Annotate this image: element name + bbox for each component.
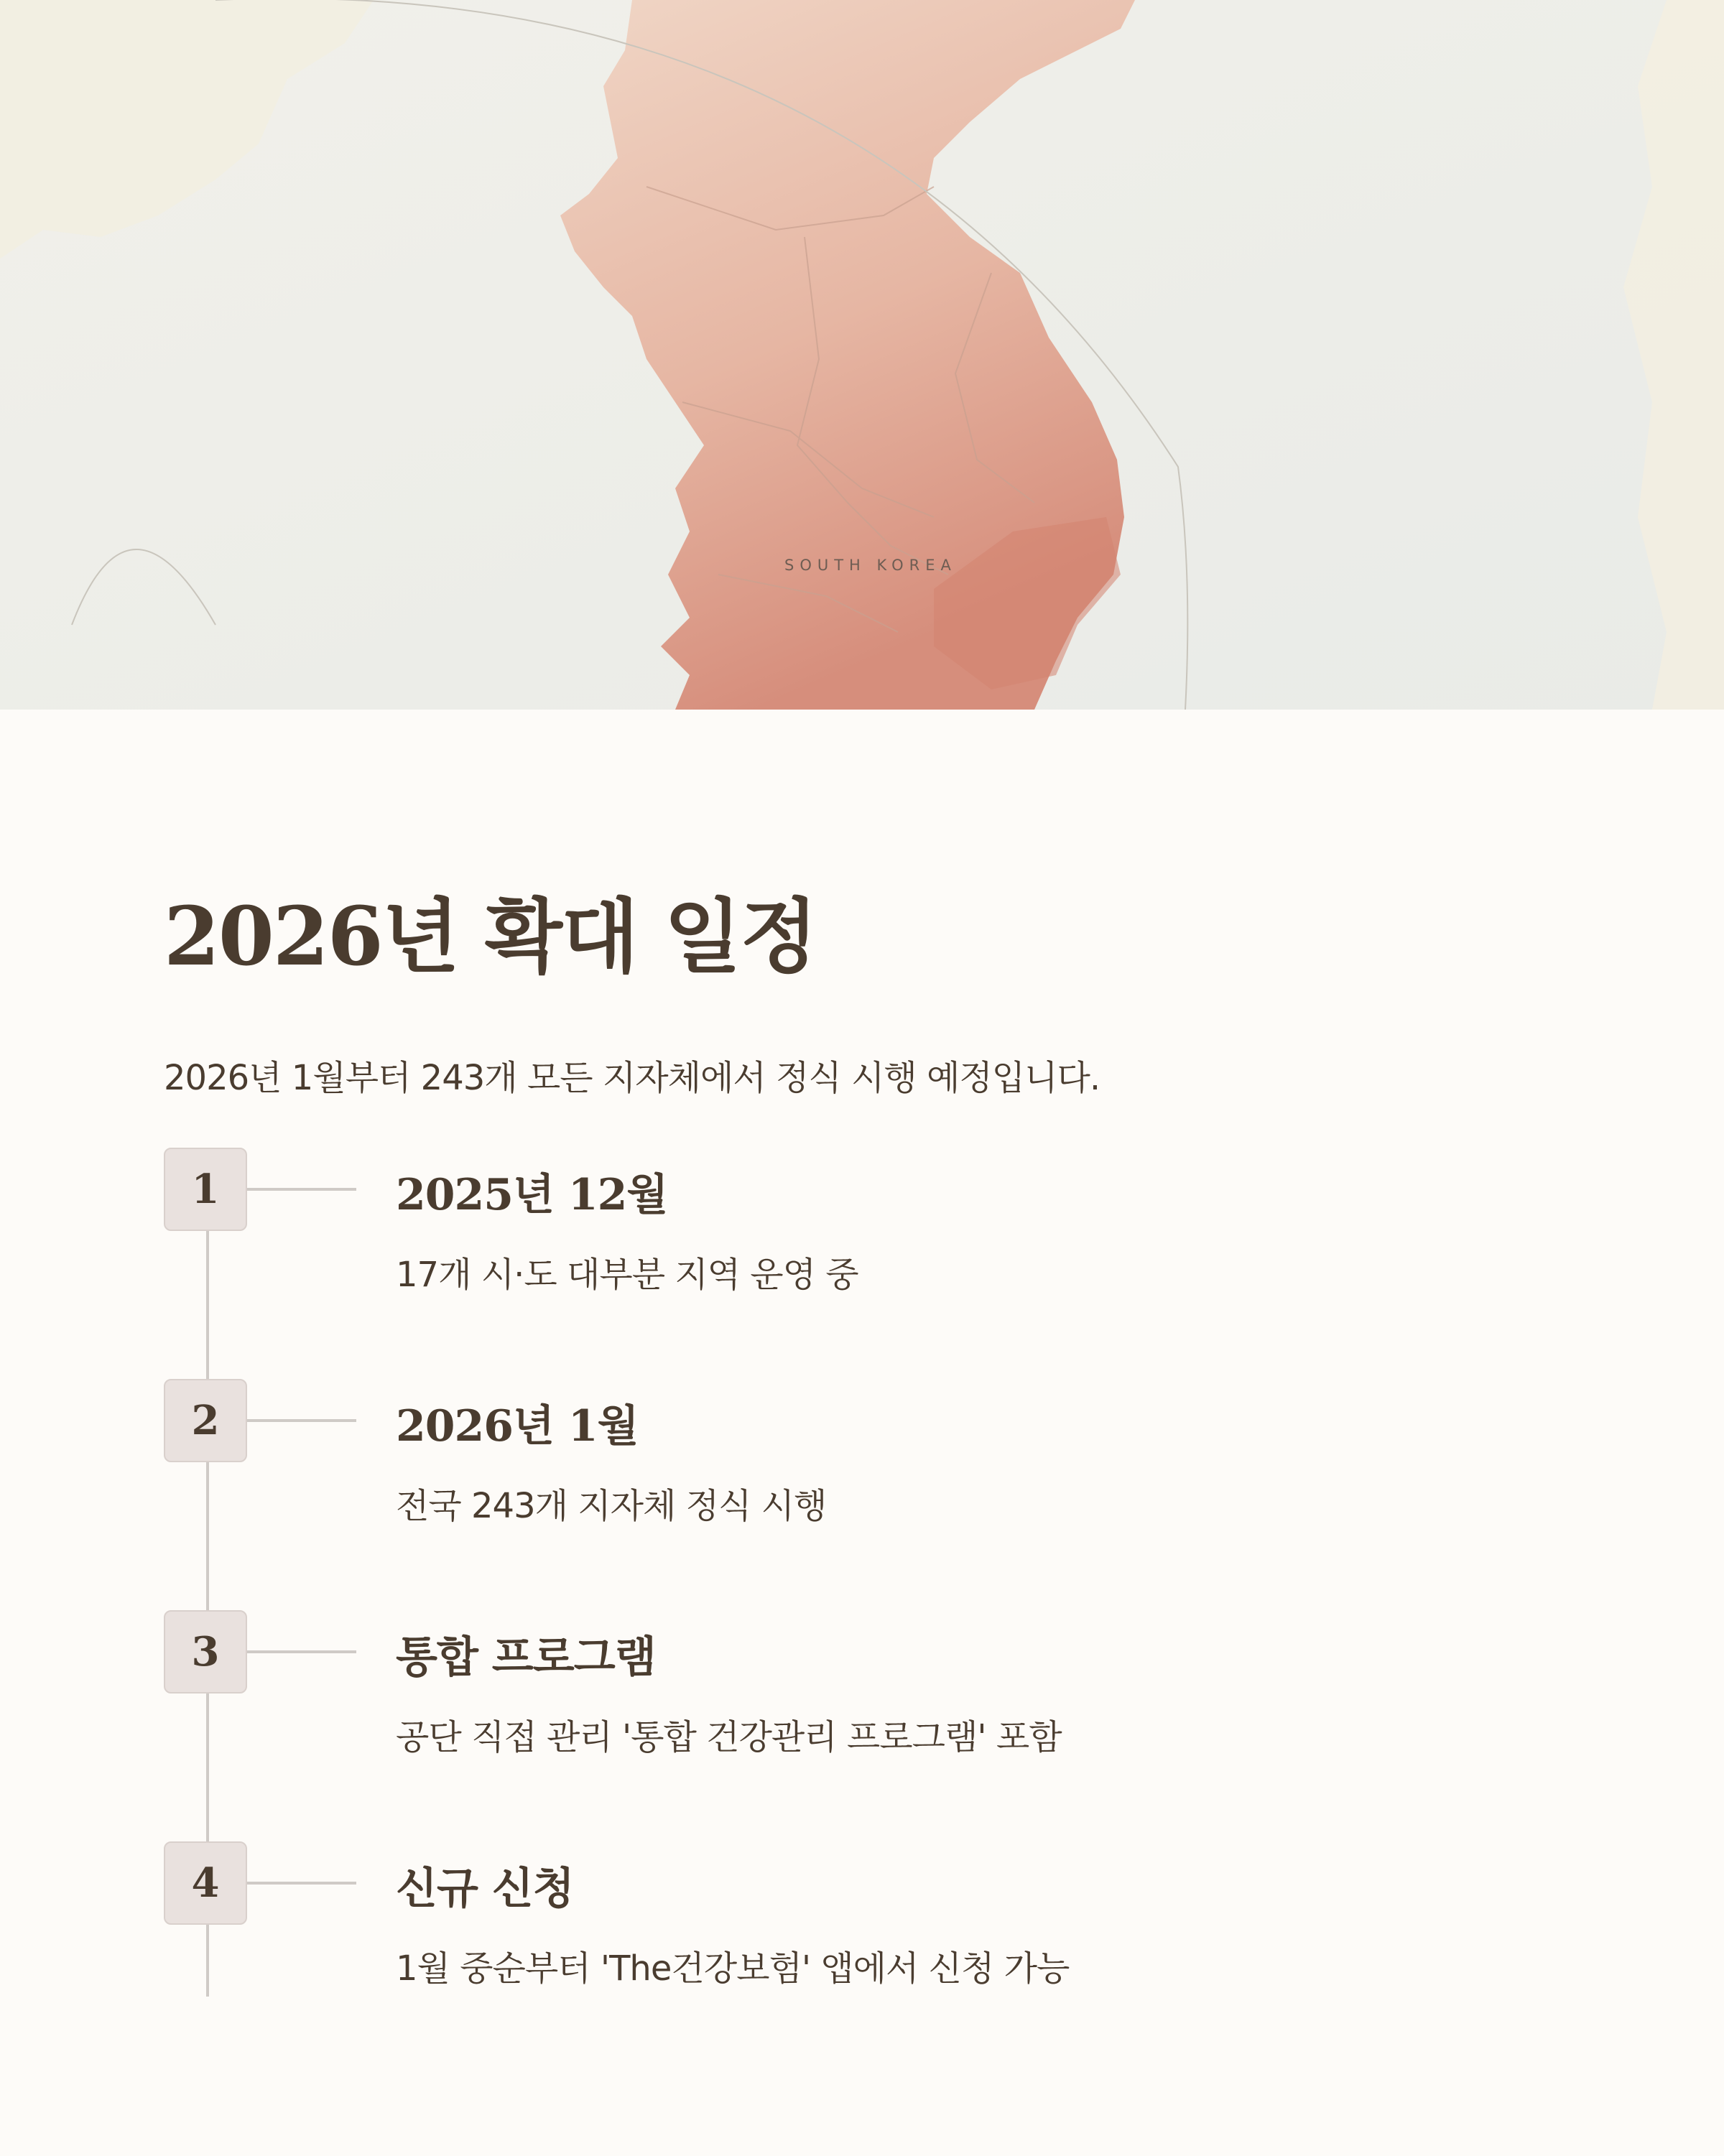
step-description: 1월 중순부터 'The건강보험' 앱에서 신청 가능 [396,1948,1070,1989]
step-title: 신규 신청 [396,1864,574,1914]
timeline-step [0,1841,1724,2028]
step-title: 통합 프로그램 [396,1632,656,1683]
step-connector [247,1188,356,1191]
map-country-label: SOUTH KOREA [784,557,957,574]
step-title: 2026년 1월 [396,1401,639,1451]
hero-map-image [0,0,1724,710]
step-number-badge: 3 [164,1610,247,1693]
step-connector [247,1882,356,1885]
timeline-step [0,1148,1724,1334]
step-connector [247,1650,356,1653]
section-intro: 2026년 1월부터 243개 모든 지자체에서 정식 시행 예정입니다. [164,1058,1100,1098]
step-description: 전국 243개 지자체 정식 시행 [396,1486,827,1526]
step-description: 17개 시·도 대부분 지역 운영 중 [396,1255,858,1295]
step-number-badge: 2 [164,1379,247,1462]
step-connector [247,1419,356,1422]
step-number-badge: 1 [164,1148,247,1231]
timeline-step [0,1379,1724,1566]
step-number-badge: 4 [164,1841,247,1925]
step-description: 공단 직접 관리 '통합 건강관리 프로그램' 포함 [396,1717,1062,1757]
section-title: 2026년 확대 일정 [164,890,817,984]
timeline-step [0,1610,1724,1797]
korea-map-illustration [0,0,1724,710]
step-title: 2025년 12월 [396,1170,668,1220]
